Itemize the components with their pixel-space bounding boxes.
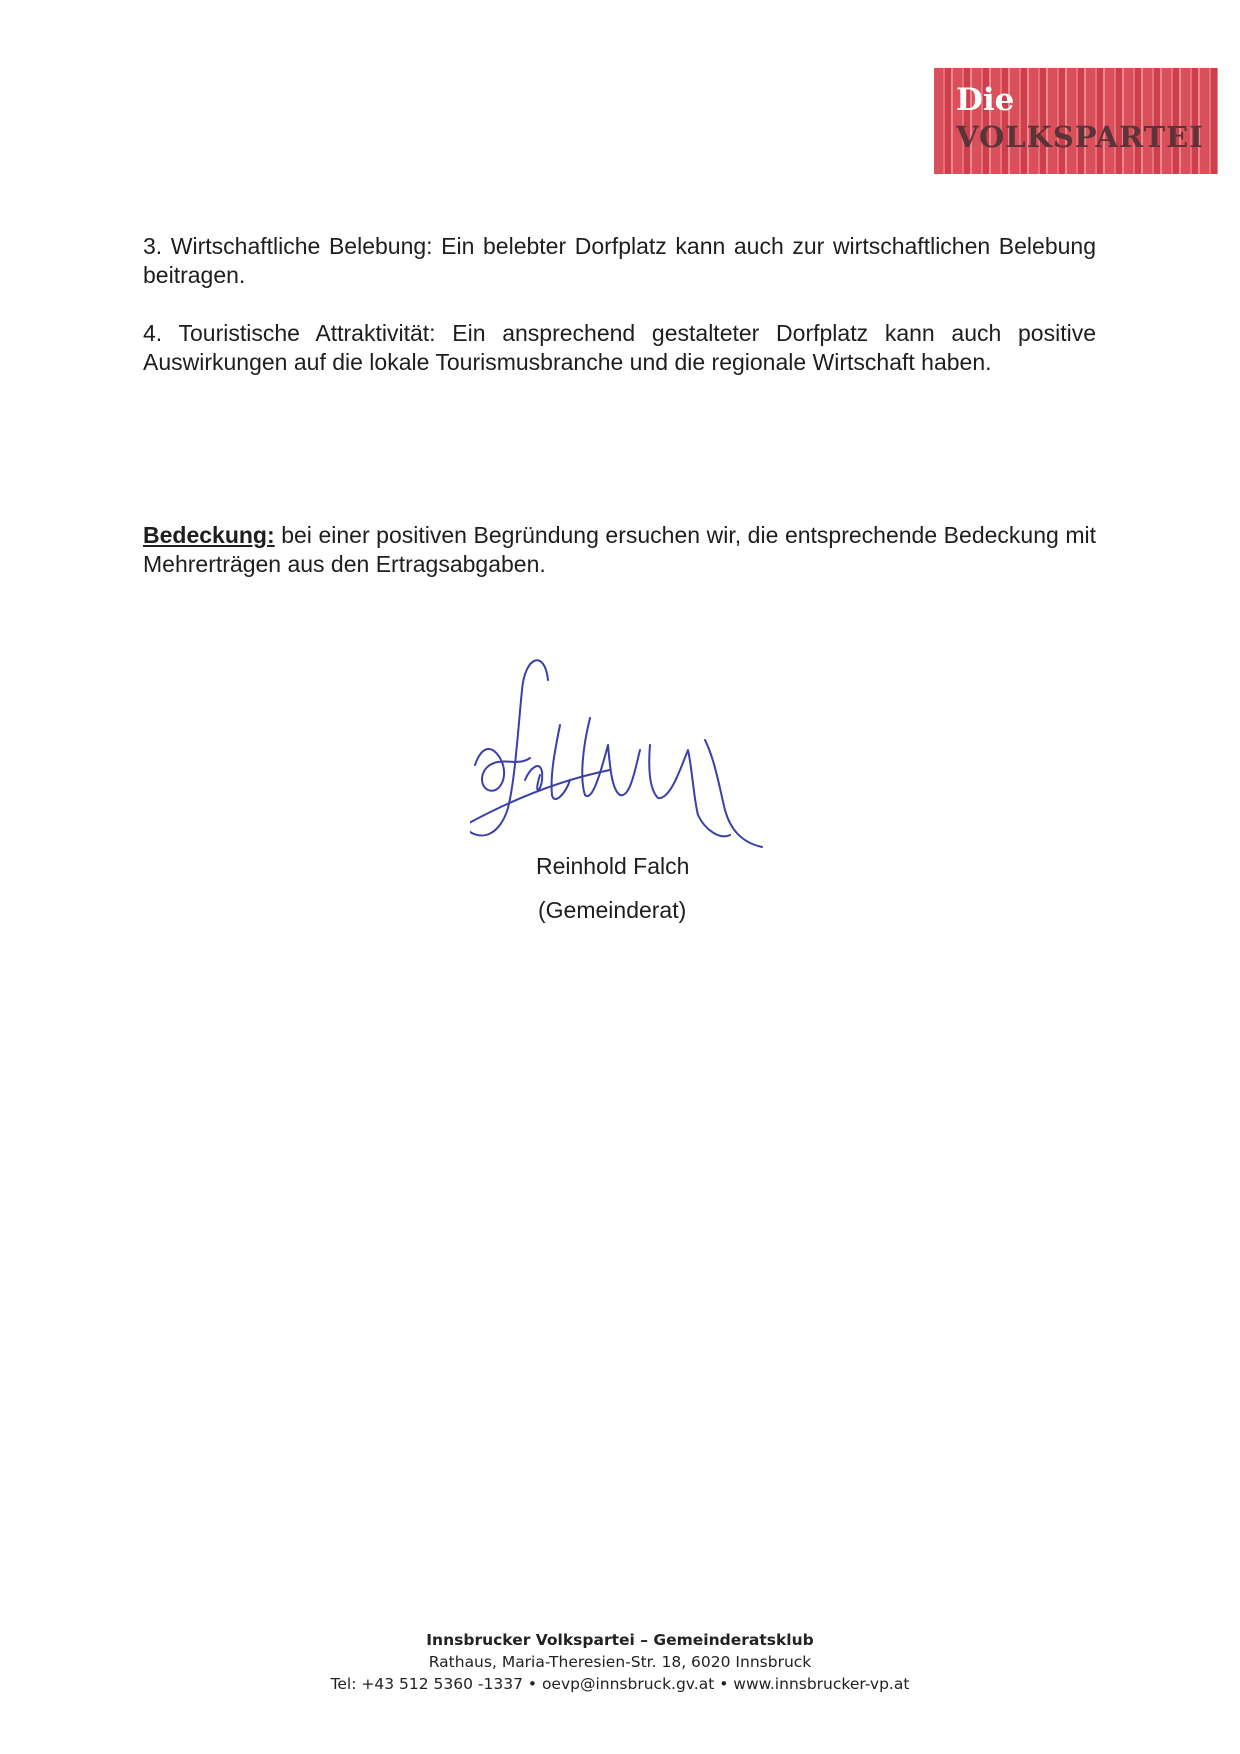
bedeckung-label: Bedeckung: bbox=[143, 522, 275, 548]
letter-footer bbox=[0, 1629, 1240, 1695]
footer-address: Rathaus, Maria-Theresien-Str. 18, 6020 Innsbruck bbox=[428, 1653, 812, 1671]
signatory-name: Reinhold Falch bbox=[536, 853, 690, 879]
point-3-paragraph: 3. Wirtschaftliche Belebung: Ein belebter Dorfplatz kann auch zur wirtschaftlichen Belebung beitragen. bbox=[143, 233, 1096, 288]
footer-title: Innsbrucker Volkspartei – Gemeinderatsklub bbox=[426, 1631, 814, 1649]
bedeckung-paragraph bbox=[143, 521, 1096, 579]
party-logo bbox=[934, 68, 1218, 174]
point-4-paragraph: 4. Touristische Attraktivität: Ein ansprechend gestalteter Dorfplatz kann auch positive Auswirkungen auf die lokale Tourismusbranche und die regionale Wirtschaft haben. bbox=[143, 320, 1096, 375]
handwritten-signature bbox=[470, 650, 830, 855]
bedeckung-text: bei einer positiven Begründung ersuchen wir, die entsprechende Bedeckung mit Mehrerträgen aus den Ertragsabgaben. bbox=[143, 522, 1096, 577]
signatory-role: (Gemeinderat) bbox=[538, 897, 687, 923]
footer-contact: Tel: +43 512 5360 -1337 • oevp@innsbruck.gv.at • www.innsbrucker-vp.at bbox=[330, 1675, 910, 1693]
logo-line2: VOLKSPARTEI bbox=[956, 120, 1204, 154]
logo-line1: Die bbox=[956, 82, 1015, 118]
